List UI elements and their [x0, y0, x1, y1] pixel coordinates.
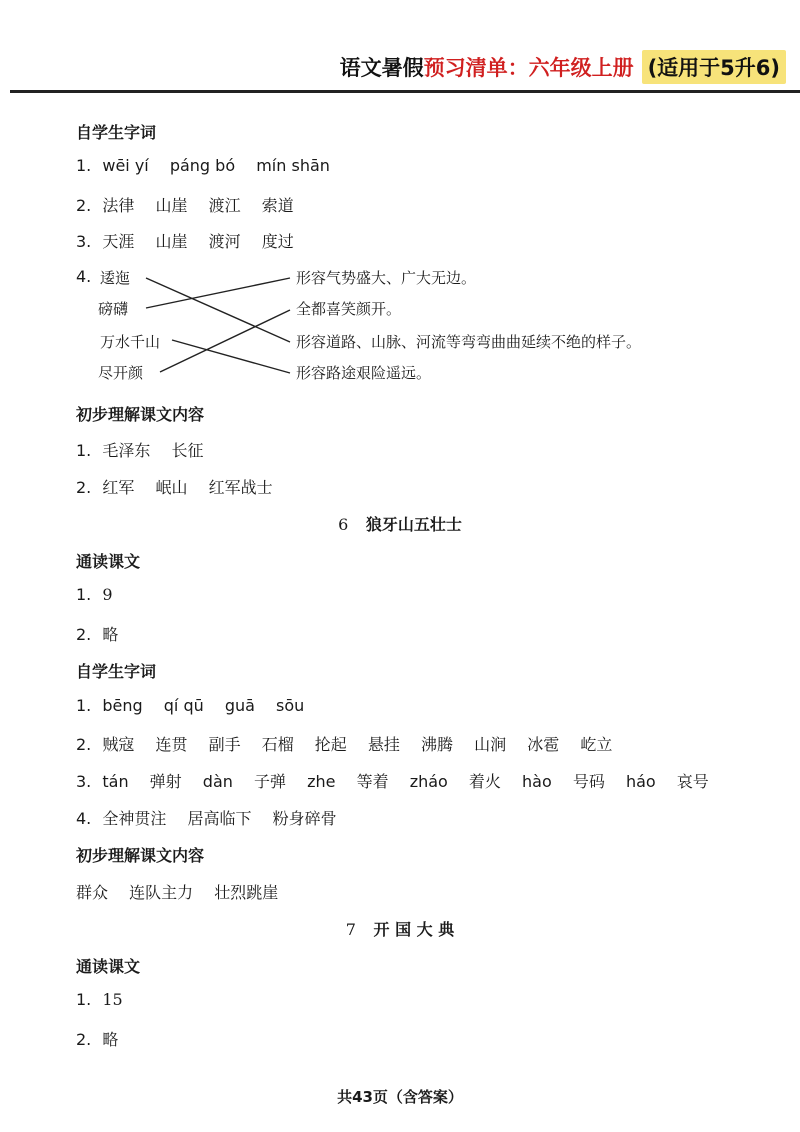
word-answer: 全神贯注: [102, 809, 167, 828]
word-answer: 红军: [102, 478, 135, 497]
word-answer: 屹立: [580, 735, 613, 754]
word-answer: 连贯: [155, 735, 188, 754]
section-heading: 初步理解课文内容: [76, 846, 205, 865]
match-right-item: 全都喜笑颜开。: [296, 300, 402, 318]
pinyin-answer: zháo: [409, 772, 448, 791]
word-answer: 壮烈跳崖: [214, 883, 279, 902]
pinyin-answer: bēng: [102, 696, 143, 715]
word-answer: 长征: [171, 441, 204, 460]
word-answer: 天涯: [102, 232, 135, 251]
pinyin-answer: wēi yí: [102, 156, 149, 175]
question-number: 1.: [76, 990, 92, 1009]
word-answer: 哀号: [676, 772, 709, 791]
word-answer: 居高临下: [187, 809, 252, 828]
pinyin-answer: páng bó: [169, 156, 236, 175]
question-number: 2.: [76, 625, 92, 644]
word-answer: 悬挂: [367, 735, 400, 754]
question-number: 1.: [76, 441, 92, 460]
word-answer: 渡江: [208, 196, 241, 215]
answer-line: [76, 880, 278, 903]
word-answer: 粉身碎骨: [272, 809, 337, 828]
question-number: 1.: [76, 585, 92, 604]
section-heading: 自学生字词: [76, 662, 157, 681]
word-answer: 连队主力: [129, 883, 194, 902]
pinyin-answer: tán: [102, 772, 129, 791]
answer-line: [76, 732, 612, 755]
question-number: 2.: [76, 735, 92, 754]
answer-line: [76, 696, 304, 715]
match-line: [172, 340, 290, 373]
match-line: [146, 278, 290, 308]
answer-value: 略: [102, 1030, 119, 1049]
pinyin-answer: dàn: [202, 772, 233, 791]
question-number: 4.: [76, 809, 92, 828]
pinyin-answer: mín shān: [256, 156, 330, 175]
word-answer: 贼寇: [102, 735, 135, 754]
pinyin-answer: hào: [522, 772, 552, 791]
word-answer: 弹射: [149, 772, 182, 791]
answer-line: [76, 990, 123, 1009]
word-answer: 石榴: [261, 735, 294, 754]
word-answer: 红军战士: [208, 478, 273, 497]
word-answer: 毛泽东: [102, 441, 151, 460]
answer-line: [76, 1027, 118, 1050]
page-footer: 共43页（含答案）: [337, 1088, 463, 1106]
answer-value: 9: [102, 585, 113, 604]
word-answer: 索道: [261, 196, 294, 215]
pinyin-answer: háo: [625, 772, 656, 791]
answer-value: 15: [102, 990, 123, 1009]
header-title-part2: 预习清单：六年级上册: [423, 56, 634, 80]
section-heading: 初步理解课文内容: [76, 405, 205, 424]
header-title-part3: (适用于5升6): [642, 50, 786, 84]
question-number: 3.: [76, 232, 92, 251]
question-number: 1.: [76, 156, 92, 175]
word-answer: 子弹: [253, 772, 286, 791]
pinyin-answer: sōu: [276, 696, 305, 715]
word-answer: 副手: [208, 735, 241, 754]
word-answer: 号码: [572, 772, 605, 791]
answer-line: [76, 585, 113, 604]
match-line: [160, 310, 290, 372]
word-answer: 沸腾: [421, 735, 454, 754]
lesson-title: [0, 917, 800, 940]
answer-line: [76, 622, 118, 645]
word-answer: 着火: [468, 772, 501, 791]
match-left-item: 万水千山: [100, 333, 161, 351]
match-left-item: 尽开颜: [98, 364, 144, 382]
word-answer: 渡河: [208, 232, 241, 251]
answer-line: [76, 438, 203, 461]
word-answer: 群众: [76, 883, 109, 902]
answer-line: [76, 806, 337, 829]
question-number: 3.: [76, 772, 92, 791]
match-left-item: 逶迤: [100, 269, 131, 287]
word-answer: 冰雹: [527, 735, 560, 754]
section-heading: 自学生字词: [76, 123, 157, 142]
word-answer: 抡起: [314, 735, 347, 754]
match-right-item: 形容气势盛大、广大无边。: [296, 269, 477, 287]
word-answer: 岷山: [155, 478, 188, 497]
word-answer: 山崖: [155, 232, 188, 251]
match-line: [146, 278, 290, 342]
word-answer: 山涧: [474, 735, 507, 754]
answer-value: 略: [102, 625, 119, 644]
section-heading: 通读课文: [76, 957, 141, 976]
lesson-name: 开 国 大 典: [373, 920, 455, 939]
word-answer: 山崖: [155, 196, 188, 215]
match-right-item: 形容路途艰险遥远。: [296, 364, 432, 382]
question-number: 4.: [76, 267, 92, 286]
lesson-name: 狼牙山五壮士: [365, 515, 462, 534]
answer-line: [76, 475, 273, 498]
lesson-number: 7: [345, 920, 356, 939]
word-answer: 度过: [261, 232, 294, 251]
header-title-part1: 语文暑假: [339, 56, 424, 80]
word-answer: 法律: [102, 196, 135, 215]
question-number: 2.: [76, 478, 92, 497]
match-left-item: 磅礴: [98, 300, 129, 318]
answer-line: [76, 769, 709, 792]
lesson-title: [0, 512, 800, 535]
pinyin-answer: guā: [224, 696, 255, 715]
pinyin-answer: qí qū: [163, 696, 204, 715]
question-number: 1.: [76, 696, 92, 715]
section-heading: 通读课文: [76, 552, 141, 571]
question-number: 2.: [76, 1030, 92, 1049]
pinyin-answer: zhe: [307, 772, 336, 791]
match-right-item: 形容道路、山脉、河流等弯弯曲曲延续不绝的样子。: [296, 333, 642, 351]
word-answer: 等着: [356, 772, 389, 791]
lesson-number: 6: [338, 515, 349, 534]
question-number: 2.: [76, 196, 92, 215]
